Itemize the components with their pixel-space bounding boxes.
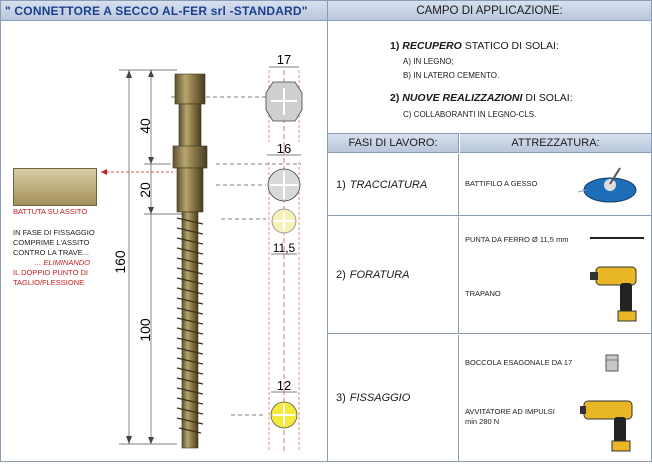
tool-label: BOCCOLA ESAGONALE DA 17 [465, 358, 573, 367]
tool-label: min 280 N [465, 417, 500, 426]
phase-cell [328, 335, 459, 461]
phase-num: 3) [336, 392, 346, 404]
phase-num: 1) [336, 178, 346, 191]
col-header-fasi: FASI DI LAVORO: [328, 133, 459, 153]
campo-title: CAMPO DI APPLICAZIONE: [416, 4, 563, 17]
item-rest: DI SOLAI: [522, 92, 573, 104]
campo-panel [328, 22, 651, 132]
dim-12: 12 [276, 378, 292, 393]
tool-label: TRAPANO [465, 289, 501, 298]
note-line: COMPRIME L'ASSITO [13, 238, 90, 247]
campo-item-2 [390, 92, 573, 104]
phase-name: FISSAGGIO [349, 392, 411, 404]
tool-label: BATTIFILO A GESSO [465, 179, 538, 188]
detail-note [13, 228, 123, 288]
phase-cell [328, 217, 459, 333]
table-row [328, 335, 651, 461]
note-red-line: TAGLIO/FLESSIONE [13, 278, 85, 287]
table-row [328, 154, 651, 216]
table-row [328, 217, 651, 334]
phase-name: TRACCIATURA [349, 178, 428, 191]
item-strong: NUOVE REALIZZAZIONI [402, 92, 523, 104]
detail-label: BATTUTA SU ASSITO [13, 207, 88, 216]
item-num: 2) [390, 92, 400, 104]
phase-cell [328, 154, 459, 215]
phase-num: 2) [336, 269, 346, 281]
campo-item-1 [390, 40, 559, 52]
impact-wrench-icon [580, 395, 646, 455]
hex-socket-icon [602, 353, 622, 373]
dim-17: 17 [276, 52, 292, 67]
item-strong: RECUPERO [402, 40, 462, 52]
dim-11-5: 11,5 [272, 241, 296, 255]
title-suffix: " [301, 3, 308, 18]
campo-sub: A) IN LEGNO; [403, 57, 454, 66]
drill-bit-icon [590, 235, 646, 241]
dim-100: 100 [137, 318, 153, 342]
campo-sub: B) IN LATERO CEMENTO. [403, 71, 500, 80]
dim-160: 160 [112, 250, 128, 274]
campo-header [328, 1, 651, 21]
col-header-attrezzatura: ATTREZZATURA: [460, 133, 651, 153]
tool-label: PUNTA DA FERRO Ø 11,5 mm [465, 235, 569, 244]
dim-16: 16 [276, 141, 292, 156]
detail-photo [13, 168, 97, 206]
item-rest: STATICO DI SOLAI: [461, 40, 559, 52]
page-title [1, 1, 327, 21]
dim-20: 20 [137, 182, 153, 198]
item-num: 1) [390, 40, 400, 52]
note-line: IN FASE DI FISSAGGIO [13, 228, 95, 237]
note-red-italic: ... ELIMINANDO [35, 258, 91, 267]
drill-icon [590, 259, 650, 325]
title-standard: STANDARD [233, 3, 302, 18]
tool-label: AVVITATORE AD IMPULSI [465, 407, 555, 416]
campo-sub: C) COLLABORANTI IN LEGNO-CLS. [403, 110, 537, 119]
drawing-panel [1, 22, 327, 461]
note-line: CONTRO LA TRAVE... [13, 248, 89, 257]
chalk-line-icon [568, 160, 646, 208]
note-red-line: IL DOPPIO PUNTO DI [13, 268, 89, 277]
phase-name: FORATURA [349, 269, 410, 281]
title-prefix: " CONNETTORE A SECCO AL-FER srl - [5, 3, 234, 18]
dim-40: 40 [137, 118, 153, 134]
